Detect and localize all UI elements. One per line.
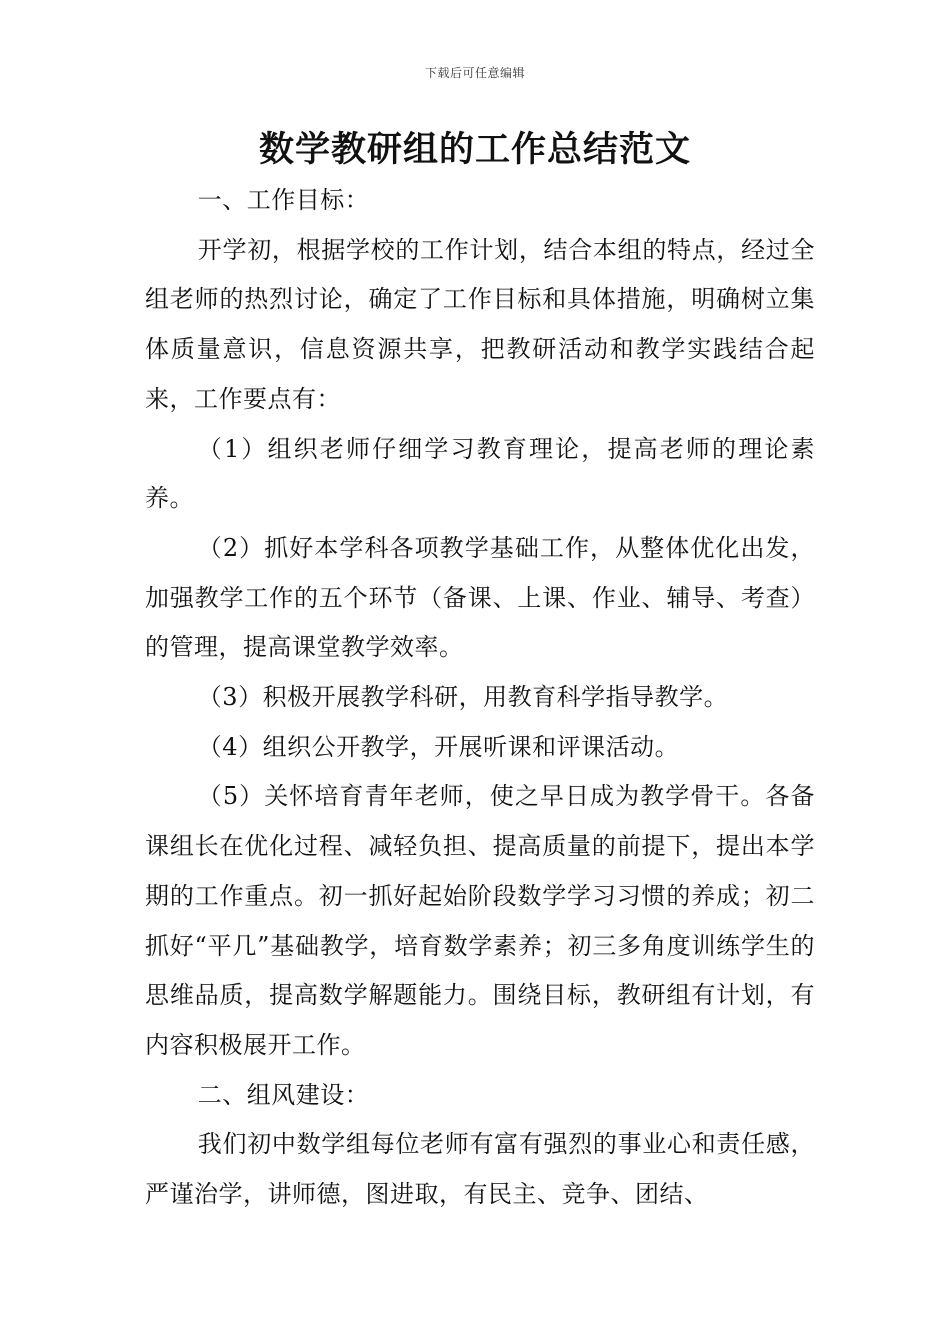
list-item-3: （3）积极开展教学科研，用教育科学指导教学。 (197, 683, 729, 712)
document-body (145, 176, 815, 1220)
list-item-5: （5）关怀培育青年老师，使之早日成为教学骨干。各备课组长在优化过程、减轻负担、提高质量的前提下，提出本学期的工作重点。初一抓好起始阶段数学学习习惯的养成；初二抓好“平几”基础教学，培育数学素养；初三多角度训练学生的思维品质，提高数学解题能力。围绕目标，教研组有计划，有内容积极展开工作。 (145, 782, 815, 1059)
section-1-heading: 一、工作目标： (197, 186, 370, 214)
header-note: 下载后可任意编辑 (424, 66, 525, 80)
section-1-intro-paragraph: 开学初，根据学校的工作计划，结合本组的特点，经过全组老师的热烈讨论，确定了工作目标和具体措施，明确树立集体质量意识，信息资源共享，把教研活动和教学实践结合起来，工作要点有： (145, 235, 815, 413)
section-2-heading: 二、组风建设： (197, 1080, 370, 1109)
section-2-paragraph: 我们初中数学组每位老师有富有强烈的事业心和责任感，严谨治学，讲师德，图进取，有民主、竞争、团结、 (145, 1130, 815, 1209)
list-item-2: （2）抓好本学科各项教学基础工作，从整体优化出发，加强教学工作的五个环节（备课、上课、作业、辅导、考查）的管理，提高课堂教学效率。 (145, 533, 815, 662)
list-item-4: （4）组织公开教学，开展听课和评课活动。 (197, 732, 680, 761)
document-title: 数学教研组的工作总结范文 (258, 130, 691, 170)
list-item-1: （1）组织老师仔细学习教育理论，提高老师的理论素养。 (145, 434, 815, 513)
